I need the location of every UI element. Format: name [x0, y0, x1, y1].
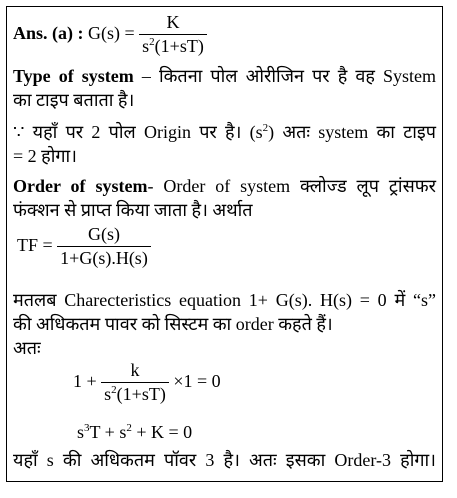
char-numerator: k: [130, 360, 140, 380]
char-fraction: [101, 359, 169, 407]
type-line-3-exp: 2: [262, 122, 269, 134]
order-line-1-text: - Order of system क्लोज्ड लूप ट्रांसफर: [147, 176, 437, 196]
char-denominator: [101, 382, 169, 406]
answer-den-s: s: [142, 36, 150, 57]
type-line-3-suffix: ) अतः system का टाइप: [268, 122, 436, 142]
tf-equation: [17, 223, 151, 271]
order-heading: Order of system: [13, 176, 148, 196]
char-den-rest: (1+sT): [116, 384, 166, 405]
poly-e1: 3: [84, 422, 90, 434]
order-line-2: फंक्शन से प्राप्त किया जाता है। अर्थात: [13, 200, 253, 220]
meaning-line-1: मतलब Charecteristics equation 1+ G(s). H(s) = 0 में “s”: [13, 290, 436, 310]
type-line-3: [13, 121, 436, 144]
answer-lhs: G(s) =: [88, 23, 135, 44]
type-line-1: [13, 65, 436, 88]
char-den-s: s: [104, 384, 112, 405]
answer-numerator: K: [166, 12, 180, 32]
char-equation: [73, 359, 221, 407]
char-den-exp: 2: [111, 384, 117, 397]
order-line-1: [13, 175, 436, 198]
type-line-2: का टाइप बताता है।: [13, 90, 135, 110]
type-heading: Type of system: [13, 66, 134, 86]
poly-e2: 2: [126, 422, 132, 434]
answer-box: [6, 6, 443, 482]
type-line-4: = 2 होगा।: [13, 146, 77, 166]
answer-fraction: [139, 11, 207, 59]
meaning-line-3: अतः: [13, 338, 41, 358]
poly-t2: + K = 0: [131, 422, 193, 442]
answer-den-rest: (1+sT): [154, 36, 204, 57]
meaning-line-2: की अधिकतम पावर को सिस्टम का order कहते हैं।: [13, 314, 333, 334]
tf-numerator: G(s): [87, 224, 120, 244]
tf-denominator: 1+G(s).H(s): [57, 246, 151, 270]
answer-den-exp: 2: [149, 36, 155, 49]
tf-fraction: [57, 223, 151, 271]
char-suffix: ×1 = 0: [173, 371, 221, 392]
type-line-3-prefix: ∵ यहाँ पर 2 पोल Origin पर है। (s: [13, 122, 263, 142]
poly-s1: s: [77, 422, 85, 442]
poly-equation: [77, 421, 192, 444]
tf-lhs: TF =: [17, 235, 53, 256]
char-prefix: 1 +: [73, 371, 97, 392]
type-line-1-text: – कितना पोल ओरीजिन पर है वह System: [141, 66, 437, 86]
conclusion-line: यहाँ s की अधिकतम पॉवर 3 है। अतः इसका Order-3 होगा।: [13, 450, 436, 470]
poly-t1: T + s: [89, 422, 127, 442]
answer-label: Ans. (a) :: [13, 23, 84, 44]
answer-denominator: [139, 34, 207, 58]
answer-equation: [13, 11, 207, 59]
